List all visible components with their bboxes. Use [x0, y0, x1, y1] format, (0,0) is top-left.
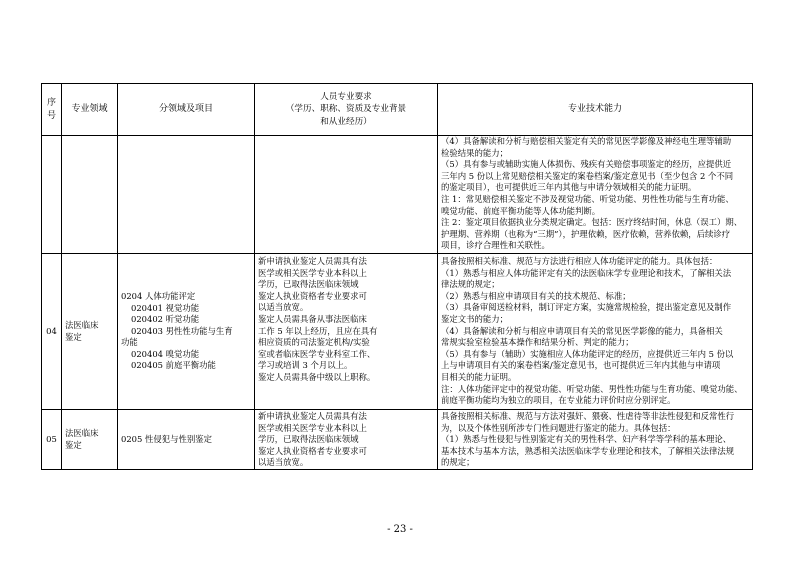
- row-field: [62, 254, 118, 410]
- subfield-item: 020401 视觉功能: [131, 302, 200, 313]
- ability-line: （2）熟悉与相应申请项目有关的技术规范、标准；: [441, 290, 631, 301]
- subfield-item: 020405 前庭平衡功能: [131, 360, 216, 371]
- requirement-line: 相应资质的司法鉴定机构/实验: [258, 337, 370, 348]
- row-field: [62, 136, 118, 254]
- subfield-title: 0204 人体功能评定: [121, 290, 196, 301]
- requirement-line: 新申请执业鉴定人员需具有法: [258, 256, 367, 266]
- row-subfield: [118, 410, 255, 470]
- ability-line: 具备按照相关标准、规范与方法对强奸、猥亵、性虐待等非法性侵犯和反常性行: [441, 411, 735, 421]
- row-ability: [438, 136, 753, 254]
- ability-line: 鉴定文书的能力；: [441, 313, 508, 324]
- row-requirements: [255, 254, 438, 410]
- requirement-line: 学历，已取得法医临床领域: [258, 434, 359, 445]
- ability-line: 嗅觉功能、前庭平衡功能等人体功能判断。: [441, 205, 601, 216]
- table-row: [42, 254, 753, 410]
- ability-line: （4）具备解读和分析与相应申请项目有关的常见医学影像的能力，具备相关: [441, 325, 723, 336]
- row-requirements: [255, 136, 438, 254]
- ability-line: （1）熟悉与性侵犯与性别鉴定有关的男性科学、妇产科学等学科的基本理论、: [441, 434, 732, 445]
- page-number: - 23 -: [387, 524, 413, 535]
- ability-line: 律法规的规定；: [441, 279, 500, 290]
- requirement-line: 鉴定人执业资格者专业要求可: [258, 445, 367, 456]
- ability-line: 前庭平衡功能均为独立的项目，在专业能力评价时应分别评定。: [441, 395, 676, 406]
- requirement-line: 鉴定人员需具备从事法医临床: [258, 313, 367, 324]
- ability-line: 项目，诊疗合理性和关联性。: [441, 240, 550, 251]
- ability-line: 上与申请项目有关的案卷档案/鉴定意见书，也可提供近三年内其他与申请项: [441, 360, 721, 371]
- requirement-line: 鉴定人执业资格者专业要求可: [258, 290, 367, 301]
- subfield-item: 020404 嗅觉功能: [131, 348, 200, 359]
- row-subfield: [118, 254, 255, 410]
- subfield-item: 020402 听觉功能: [131, 314, 200, 325]
- header-no-char1: 序: [46, 97, 56, 108]
- requirement-line: 学习或培训 3 个月以上。: [258, 360, 353, 371]
- ability-line: 注 2：鉴定项目依据执业分类规定确定。包括：医疗终结时间，休息（误工）期、: [441, 217, 743, 228]
- row-no: 05: [42, 410, 62, 470]
- field-line: 法医临床: [65, 427, 99, 438]
- ability-line: 注：人体功能评定中的视觉功能、听觉功能、男性性功能与生育功能、嗅觉功能、: [441, 383, 743, 394]
- header-no-char2: 号: [46, 110, 56, 121]
- row-subfield: [118, 136, 255, 254]
- ability-line: 具备按照相关标准、规范与方法进行相应人体功能评定的能力。具体包括：: [441, 256, 718, 266]
- requirement-line: 工作 5 年以上经历，且应在具有: [258, 325, 378, 336]
- header-row: [42, 84, 753, 136]
- ability-line: （5）具有参与（辅助）实施相应人体功能评定的经历，应提供近三年内 5 份以: [441, 348, 734, 359]
- ability-line: 基本技术与基本方法，熟悉相关法医临床学专业理论和技术，了解相关法律法规: [441, 445, 735, 456]
- table-row: [42, 136, 753, 254]
- requirement-line: 以适当放宽。: [258, 457, 309, 468]
- ability-line: （4）具备解读和分析与赔偿相关鉴定有关的常见医学影像及神经电生理等辅助: [441, 136, 732, 146]
- table-row: [42, 410, 753, 470]
- field-line: 鉴定: [65, 439, 82, 450]
- ability-line: 为，以及个体性别所涉专门性问题进行鉴定的能力。具体包括：: [441, 422, 676, 433]
- header-requirements-line: （学历、职称、资质及专业背景: [285, 104, 407, 115]
- requirement-line: 医学或相关医学专业本科以上: [258, 422, 367, 433]
- ability-line: （1）熟悉与相应人体功能评定有关的法医临床学专业理论和技术，了解相关法: [441, 267, 732, 278]
- requirement-line: 新申请执业鉴定人员需具有法: [258, 411, 367, 421]
- ability-line: 检验结果的能力；: [441, 147, 508, 158]
- header-subfield: 分领域及项目: [118, 84, 255, 136]
- header-ability: 专业技术能力: [438, 84, 753, 136]
- row-ability: [438, 410, 753, 470]
- field-line: 法医临床: [65, 319, 99, 330]
- ability-line: 常规实验室检验基本操作和结果分析、判定的能力；: [441, 337, 634, 348]
- requirement-line: 室或者临床医学专业科室工作、: [258, 348, 376, 359]
- ability-line: 注 1：常见赔偿相关鉴定不涉及视觉功能、听觉功能、男性性功能与生育功能、: [441, 193, 734, 204]
- row-no: [42, 136, 62, 254]
- row-requirements: [255, 410, 438, 470]
- requirement-line: 以适当放宽。: [258, 302, 309, 313]
- header-requirements-line: 和从业经历）: [320, 116, 372, 127]
- requirement-line: 鉴定人员需具备中级以上职称。: [258, 371, 376, 382]
- ability-line: 三年内 5 份以上常见赔偿相关鉴定的案卷档案/鉴定意见书（至少包含 2 个不同: [441, 170, 734, 181]
- subfield-item-cont: 功能: [121, 337, 138, 348]
- ability-line: 目相关的能力证明。: [441, 371, 517, 382]
- header-no: [42, 84, 62, 136]
- ability-line: 护理期、营养期（也称为“三期”），护理依赖，医疗依赖，营养依赖，后续诊疗: [441, 228, 731, 239]
- header-field: 专业领域: [62, 84, 118, 136]
- requirement-line: 学历，已取得法医临床领域: [258, 279, 359, 290]
- row-ability: [438, 254, 753, 410]
- field-line: 鉴定: [65, 331, 82, 342]
- ability-line: （3）具备审阅送检材料，制订评定方案，实施常规检验，提出鉴定意见及制作: [441, 302, 732, 313]
- subfield-item: 020403 男性性功能与生育: [131, 325, 233, 336]
- row-no: 04: [42, 254, 62, 410]
- ability-line: 的规定；: [441, 457, 475, 468]
- requirement-line: 医学或相关医学专业本科以上: [258, 267, 367, 278]
- header-requirements-line: 人员专业要求: [320, 91, 372, 102]
- appendix-table: [41, 83, 753, 470]
- row-field: [62, 410, 118, 470]
- subfield-title: 0205 性侵犯与性别鉴定: [121, 433, 212, 444]
- ability-line: 的鉴定项目），也可提供近三年内其他与申请分领域相关的能力证明。: [441, 182, 697, 193]
- header-requirements: [255, 84, 438, 136]
- ability-line: （5）具有参与或辅助实施人体损伤、残疾有关赔偿事项鉴定的经历，应提供近: [441, 159, 732, 170]
